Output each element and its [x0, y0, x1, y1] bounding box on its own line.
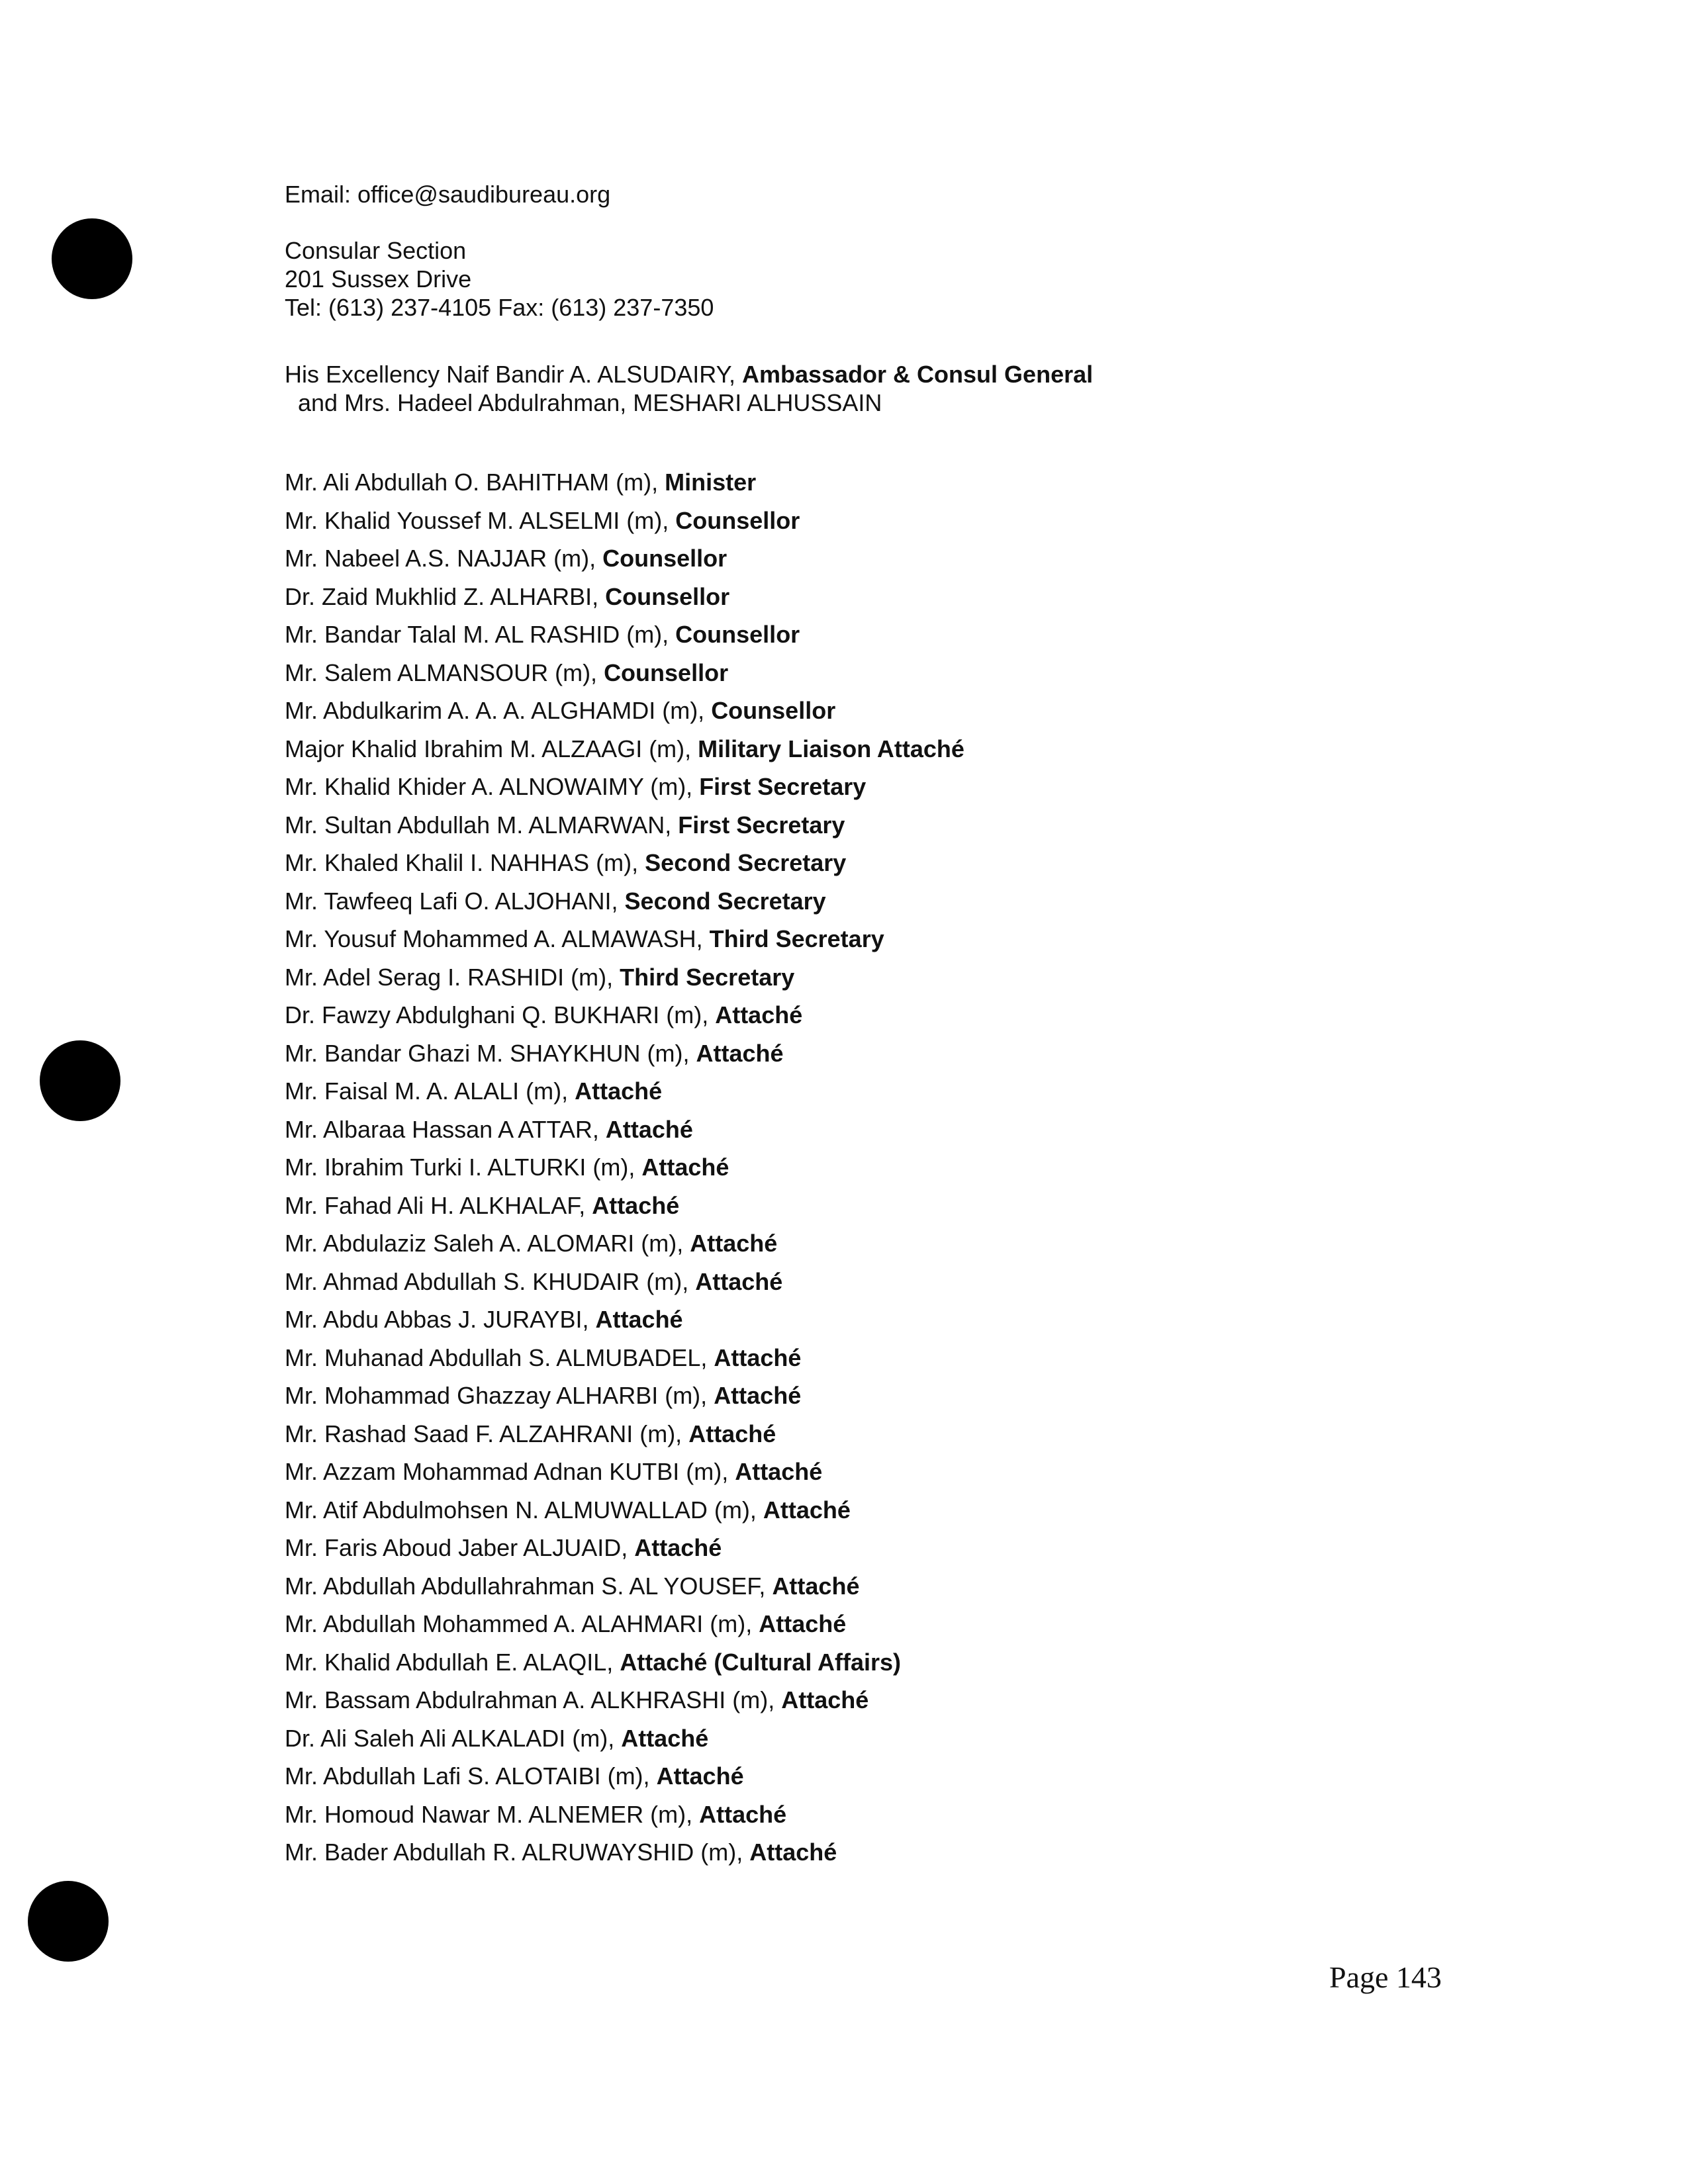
staff-entry [285, 1377, 964, 1415]
staff-name: Mr. Bandar Ghazi M. SHAYKHUN (m), [285, 1039, 696, 1067]
staff-entry [285, 1339, 964, 1377]
consular-address: 201 Sussex Drive [285, 265, 472, 293]
staff-name: Mr. Albaraa Hassan A ATTAR, [285, 1115, 606, 1143]
staff-title: Counsellor [711, 697, 836, 724]
staff-title: First Secretary [678, 811, 845, 839]
staff-title: Second Secretary [624, 887, 826, 915]
staff-title: Attaché [595, 1306, 683, 1333]
staff-entry [285, 615, 964, 654]
staff-name: Mr. Khalid Youssef M. ALSELMI (m), [285, 506, 676, 534]
staff-title: Counsellor [675, 506, 800, 534]
staff-name: Mr. Nabeel A.S. NAJJAR (m), [285, 545, 603, 572]
staff-title: Attaché [634, 1534, 722, 1561]
staff-entry [285, 1529, 964, 1567]
staff-name: Mr. Sultan Abdullah M. ALMARWAN, [285, 811, 679, 839]
staff-entry [285, 1491, 964, 1529]
staff-name: Mr. Salem ALMANSOUR (m), [285, 659, 604, 686]
staff-title: Attaché [699, 1800, 787, 1828]
staff-entry [285, 1263, 964, 1301]
staff-title: Counsellor [675, 621, 800, 648]
punch-hole-middle [40, 1040, 120, 1121]
staff-title: Attaché [575, 1077, 663, 1105]
staff-title: Attaché [696, 1039, 784, 1067]
staff-title: Attaché [772, 1572, 860, 1600]
staff-name: Mr. Abdulkarim A. A. A. ALGHAMDI (m), [285, 697, 712, 724]
staff-title: Counsellor [602, 545, 727, 572]
staff-entry [285, 539, 964, 578]
staff-name: Mr. Azzam Mohammad Adnan KUTBI (m), [285, 1458, 735, 1485]
staff-name: Mr. Yousuf Mohammed A. ALMAWASH, [285, 925, 710, 952]
staff-name: Mr. Ibrahim Turki I. ALTURKI (m), [285, 1154, 642, 1181]
staff-title: Counsellor [604, 659, 729, 686]
staff-title: Attaché [763, 1496, 851, 1524]
staff-name: Mr. Abdullah Abdullahrahman S. AL YOUSEF, [285, 1572, 773, 1600]
staff-entry [285, 1300, 964, 1339]
staff-entry [285, 1719, 964, 1758]
staff-entry [285, 463, 964, 502]
consular-section-heading: Consular Section [285, 237, 467, 264]
staff-entry [285, 692, 964, 730]
staff-entry [285, 1148, 964, 1187]
page-number: Page 143 [1329, 1960, 1442, 1994]
staff-title: Attaché [592, 1191, 680, 1219]
staff-title: Attaché [695, 1267, 783, 1295]
staff-name: Dr. Ali Saleh Ali ALKALADI (m), [285, 1724, 622, 1752]
staff-name: Major Khalid Ibrahim M. ALZAAGI (m), [285, 735, 698, 762]
staff-title: First Secretary [699, 773, 867, 800]
ambassador-line [285, 360, 1093, 388]
staff-name: Mr. Khalid Khider A. ALNOWAIMY (m), [285, 773, 700, 800]
staff-entry [285, 1415, 964, 1453]
staff-entry [285, 996, 964, 1034]
staff-entry [285, 1224, 964, 1263]
punch-hole-bottom [28, 1881, 109, 1962]
staff-entry [285, 844, 964, 882]
staff-title: Attaché [641, 1154, 729, 1181]
staff-entry [285, 1187, 964, 1225]
staff-name: Mr. Khalid Abdullah E. ALAQIL, [285, 1648, 620, 1676]
staff-name: Mr. Ahmad Abdullah S. KHUDAIR (m), [285, 1267, 696, 1295]
staff-name: Mr. Abdu Abbas J. JURAYBI, [285, 1306, 596, 1333]
staff-name: Mr. Bader Abdullah R. ALRUWAYSHID (m), [285, 1839, 750, 1866]
consular-tel-fax: Tel: (613) 237-4105 Fax: (613) 237-7350 [285, 294, 714, 321]
staff-entry [285, 1072, 964, 1111]
staff-entry [285, 882, 964, 921]
staff-name: Mr. Atif Abdulmohsen N. ALMUWALLAD (m), [285, 1496, 763, 1524]
staff-name: Mr. Ali Abdullah O. BAHITHAM (m), [285, 469, 665, 496]
staff-title: Attaché [605, 1115, 693, 1143]
staff-name: Mr. Muhanad Abdullah S. ALMUBADEL, [285, 1343, 714, 1371]
staff-entry [285, 768, 964, 806]
staff-title: Military Liaison Attaché [698, 735, 964, 762]
staff-name: Mr. Adel Serag I. RASHIDI (m), [285, 963, 620, 991]
staff-title: Attaché [690, 1230, 778, 1257]
staff-title: Attaché [688, 1420, 776, 1447]
staff-list [285, 463, 964, 1872]
staff-title: Attaché [781, 1686, 869, 1713]
staff-title: Minister [665, 469, 757, 496]
staff-entry [285, 654, 964, 692]
staff-entry [285, 806, 964, 844]
ambassador-spouse: and Mrs. Hadeel Abdulrahman, MESHARI ALHUSSAIN [298, 389, 882, 416]
consular-section [285, 236, 714, 322]
staff-title: Attaché [735, 1458, 823, 1485]
staff-entry [285, 920, 964, 958]
staff-name: Mr. Khaled Khalil I. NAHHAS (m), [285, 849, 645, 876]
staff-name: Mr. Abdullah Lafi S. ALOTAIBI (m), [285, 1762, 657, 1790]
staff-title: Third Secretary [620, 963, 795, 991]
staff-entry [285, 1757, 964, 1796]
staff-title: Attaché [759, 1610, 847, 1637]
staff-title: Attaché [749, 1839, 837, 1866]
staff-name: Dr. Zaid Mukhlid Z. ALHARBI, [285, 582, 606, 610]
staff-entry [285, 1643, 964, 1682]
staff-title: Attaché [714, 1343, 802, 1371]
staff-entry [285, 1034, 964, 1073]
staff-entry [285, 1453, 964, 1491]
staff-name: Mr. Faris Aboud Jaber ALJUAID, [285, 1534, 635, 1561]
email-line: Email: office@saudibureau.org [285, 181, 611, 208]
staff-entry [285, 502, 964, 540]
staff-name: Mr. Mohammad Ghazzay ALHARBI (m), [285, 1382, 714, 1409]
staff-name: Mr. Rashad Saad F. ALZAHRANI (m), [285, 1420, 689, 1447]
staff-name: Mr. Homoud Nawar M. ALNEMER (m), [285, 1800, 700, 1828]
ambassador-name: His Excellency Naif Bandir A. ALSUDAIRY, [285, 361, 742, 388]
staff-name: Dr. Fawzy Abdulghani Q. BUKHARI (m), [285, 1001, 716, 1028]
staff-name: Mr. Faisal M. A. ALALI (m), [285, 1077, 575, 1105]
staff-entry [285, 578, 964, 616]
staff-entry [285, 1605, 964, 1643]
staff-entry [285, 1796, 964, 1834]
staff-title: Attaché [714, 1382, 802, 1409]
staff-name: Mr. Fahad Ali H. ALKHALAF, [285, 1191, 592, 1219]
staff-title: Attaché (Cultural Affairs) [620, 1648, 902, 1676]
staff-title: Attaché [621, 1724, 709, 1752]
staff-entry [285, 1833, 964, 1872]
staff-title: Attaché [656, 1762, 744, 1790]
staff-name: Mr. Abdullah Mohammed A. ALAHMARI (m), [285, 1610, 759, 1637]
staff-title: Counsellor [605, 582, 730, 610]
ambassador-title: Ambassador & Consul General [741, 361, 1094, 388]
staff-entry [285, 958, 964, 997]
punch-hole-top [52, 218, 132, 299]
staff-name: Mr. Bassam Abdulrahman A. ALKHRASHI (m), [285, 1686, 782, 1713]
staff-title: Attaché [715, 1001, 803, 1028]
head-of-mission [285, 360, 1093, 417]
staff-name: Mr. Bandar Talal M. AL RASHID (m), [285, 621, 676, 648]
staff-entry [285, 1111, 964, 1149]
staff-entry [285, 730, 964, 768]
staff-title: Second Secretary [645, 849, 847, 876]
staff-entry [285, 1681, 964, 1719]
staff-entry [285, 1567, 964, 1606]
staff-name: Mr. Abdulaziz Saleh A. ALOMARI (m), [285, 1230, 690, 1257]
staff-name: Mr. Tawfeeq Lafi O. ALJOHANI, [285, 887, 625, 915]
staff-title: Third Secretary [709, 925, 884, 952]
